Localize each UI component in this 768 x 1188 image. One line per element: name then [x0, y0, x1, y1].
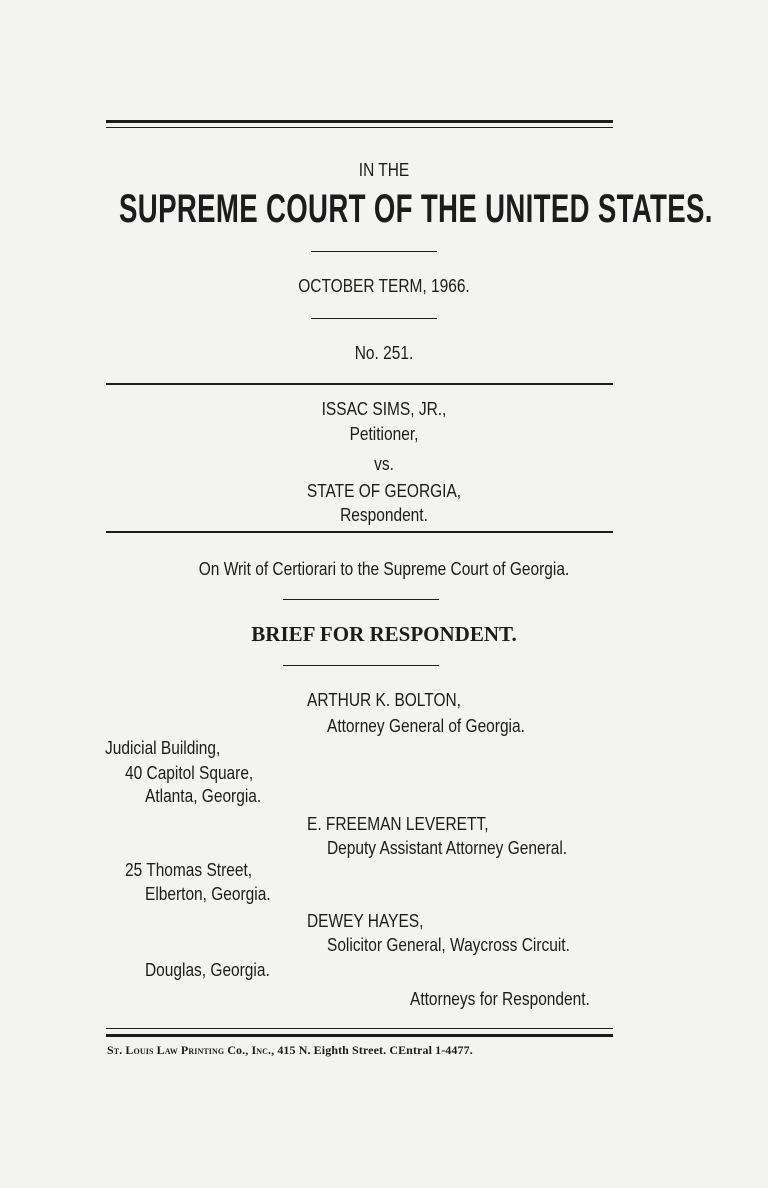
writ-line: On Writ of Certiorari to the Supreme Court of Georgia. [198, 559, 570, 579]
court-title: SUPREME COURT OF THE UNITED STATES. [119, 187, 713, 231]
printer-address: 415 N. Eighth Street. [277, 1043, 387, 1057]
printer-law: Law [156, 1043, 178, 1057]
printer-co: Co., [227, 1043, 249, 1057]
printer-imprint [107, 1043, 473, 1058]
counsel-3-title: Solicitor General, Waycross Circuit. [327, 935, 570, 955]
short-rule-1 [311, 251, 437, 252]
in-the-heading: IN THE [358, 160, 410, 180]
parties-top-rule [106, 383, 613, 385]
counsel-1-address-2: 40 Capitol Square, [125, 763, 254, 783]
printer-printing: Printing [180, 1043, 225, 1057]
short-rule-4 [283, 665, 439, 666]
counsel-1-address-3: Atlanta, Georgia. [145, 786, 262, 806]
counsel-1-title: Attorney General of Georgia. [327, 716, 525, 736]
counsel-2-name: E. FREEMAN LEVERETT, [307, 814, 489, 834]
petitioner-role: Petitioner, [349, 424, 419, 444]
brief-title: BRIEF FOR RESPONDENT. [251, 622, 517, 646]
top-rule-thin [106, 127, 613, 128]
printer-louis: Louis [125, 1043, 154, 1057]
counsel-2-address-1: 25 Thomas Street, [125, 860, 253, 880]
counsel-3-name: DEWEY HAYES, [307, 911, 424, 931]
attorneys-for-line: Attorneys for Respondent. [410, 989, 590, 1009]
printer-inc: Inc., [251, 1043, 275, 1057]
short-rule-3 [283, 599, 439, 600]
term-line: OCTOBER TERM, 1966. [298, 276, 470, 296]
printer-phone: CEntral 1-4477. [389, 1043, 473, 1057]
counsel-2-title: Deputy Assistant Attorney General. [327, 838, 568, 858]
top-rule-thick [106, 120, 613, 123]
versus: vs. [374, 454, 394, 474]
case-number: No. 251. [354, 343, 414, 363]
counsel-2-address-2: Elberton, Georgia. [145, 884, 271, 904]
respondent-name: STATE OF GEORGIA, [306, 481, 462, 501]
counsel-3-address-1: Douglas, Georgia. [145, 960, 270, 980]
printer-st: St. [107, 1043, 123, 1057]
petitioner-name: ISSAC SIMS, JR., [321, 399, 447, 419]
parties-bottom-rule [106, 531, 613, 533]
counsel-1-name: ARTHUR K. BOLTON, [307, 690, 461, 710]
short-rule-2 [311, 318, 437, 319]
bottom-rule-thin [106, 1028, 613, 1029]
bottom-rule-thick [106, 1034, 613, 1037]
respondent-role: Respondent. [340, 505, 428, 525]
counsel-1-address-1: Judicial Building, [105, 738, 221, 758]
